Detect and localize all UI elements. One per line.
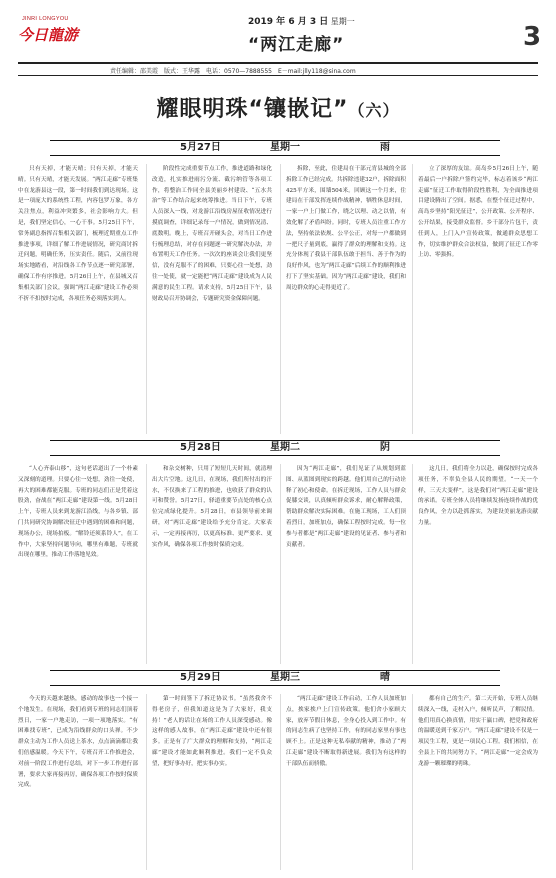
text-column: 只有天掉，才能天晴；只有天掉，才能天晴。只有天晴，才能天发展。“两江走廊”专班集中在龙游县这一段，第一时间我们到达现场。这是一项庞大的系统性工程，内容包罗万象，各方关注焦点，利益冲突繁多，社会影响力大。但是，我们坚定信心，一心干事。5月25日下午，常务副总指挥召集相关部门，梳理近期重点工作推进事项，详细了解工作进展情况，研究商讨拆迁问题，明确任务，压实责任。随后，又前往现场实地踏看，对沿线各工作节点逐一研究部署，确保工作有序推进。5月26日上午，在县城又召集相关部门会议，强调“两江走廊”建设工作必须不折不扣按时完成，各项任务必须落实到人。 (18, 166, 138, 302)
column-divider (280, 694, 281, 870)
date-bar-1 (50, 140, 500, 156)
logo-english: JINRI LONGYOU (22, 16, 69, 22)
column-divider (146, 694, 147, 870)
newspaper-logo (18, 16, 90, 56)
entry-body-2 (18, 464, 538, 664)
column-divider (412, 164, 413, 434)
text-column: 拆除，至此，住建局在干部元宵县城的全部拆除工作已经完成。共拆除违建32户，拆除面积425平方米，围墙504米。回顾这一个月来，住建局在干部发挥连续作战精神，牺牲休息时间，一家一户上门做工作，晓之以理、动之以情，有效化解了矛盾纠纷。同时，专班人员注重工作方法，坚持依法依规、公平公正，对每一户都做到一把尺子量到底，赢得了群众的理解和支持。这充分体现了我县干部队伍敢于担当、善于作为的良好作风，也为“两江走廊”后续工作的顺利推进打下了坚实基础。因为“两江走廊”建设，我们和周边群众的心走得更近了。 (286, 166, 406, 291)
article-headline (0, 92, 556, 123)
issue-date (248, 14, 355, 27)
headline-main: 耀眼明珠“镶嵌记” (156, 97, 349, 122)
text-column: 和杂交树种，只用了短短几天时间，就清理出大片空地。这几日，在现场，我们所付出的汗水，不仅换来了工程的推进，也收获了群众的认可和赞誉。5月27日，驿道重要节点处的核心点位完成绿化提升。5月28日，市县领导前来调研，对“两江走廊”建设给予充分肯定。大家表示，一定再接再厉，以更高标准、更严要求、更实作风，确保各项工作按时保质完成。 (152, 466, 272, 548)
entry-weekday: 星期一 (270, 142, 300, 153)
entry-body-3 (18, 694, 538, 870)
column-divider (146, 464, 147, 664)
column-divider (280, 164, 281, 434)
date-bar-2 (50, 440, 500, 456)
entry-body-1 (18, 164, 538, 434)
text-column: “两江走廊”建设工作启动，工作人员加班加点，挨家挨户上门宣传政策。他们舍小家顾大家，放弃节假日休息，全身心投入到工作中。有的同志生病了也坚持工作，有的同志家里有事也顾不上。正是这种无私奉献的精神，推动了“两江走廊”建设不断取得新进展。我们为有这样的干部队伍而骄傲。 (286, 696, 406, 767)
issue-date-value: 2019 年 6 月 3 日 (248, 17, 329, 27)
header-rule (18, 62, 538, 64)
entry-weekday: 星期三 (270, 672, 300, 683)
text-column: 第一时间签下了拆迁协议书。“虽然我舍不得老房子，但我知道这是为了大家好，我支持！”老人的话让在场的工作人员深受感动。像这样的感人故事，在“两江走廊”建设中还有很多。正是有了广大群众的理解和支持，“两江走廊”建设才能如此顺利推进。我们一定不负众望，把好事办好，把实事办实。 (152, 696, 272, 767)
text-column: 因为“两江走廊”，我们见证了从规划到蓝图、从蓝图到现实的跨越。他们用自己的行动诠释了初心和使命。在拆迁现场，工作人员与群众促膝交谈，认真倾听群众诉求，耐心解释政策，帮助群众解决实际困难。在施工现场，工人们顶着烈日，加班加点，确保工程按时完成。每一位参与者都是“两江走廊”建设的见证者、参与者和贡献者。 (286, 466, 406, 548)
issue-weekday: 星期一 (330, 17, 355, 26)
column-divider (412, 464, 413, 664)
entry-weekday: 星期二 (270, 442, 300, 453)
text-column: 都有自己的生产。第二天开始，专班人员继续深入一线，走村入户，倾听民声，了解民情。他们用真心换真情，用实干赢口碑，把党和政府的温暖送到千家万户。“两江走廊”建设不仅是一项民生工程，更是一项民心工程。我们相信，在全县上下的共同努力下，“两江走廊”一定会成为龙游一颗璀璨的明珠。 (418, 696, 538, 767)
entry-weather: 阴 (380, 442, 390, 453)
credits-rule (18, 75, 538, 76)
entry-date: 5月28日 (180, 442, 221, 453)
column-divider (280, 464, 281, 664)
column-divider (412, 694, 413, 870)
page-number: 3 (522, 22, 542, 52)
entry-weather: 雨 (380, 142, 390, 153)
entry-weather: 晴 (380, 672, 390, 683)
text-column: 这几日，我们将全力以赴，确保按时完成各项任务，不辜负全县人民的期望。“一天一个样，三天大变样”，这是我们对“两江走廊”建设的承诺。专班全体人员将继续发扬连续作战的优良作风，全力以赴抓落实，为建设美丽龙游贡献力量。 (418, 466, 538, 526)
column-title: “两江走廊” (248, 35, 345, 55)
date-bar-3 (50, 670, 500, 686)
text-column: 立了深厚的友谊。高岛乡5月26日上午，随着最后一户拆除户签约完毕，标志着该乡“两江走廊”征迁工作取得阶段性胜利，为全面推进项目建设腾出了空间。据悉，在整个征迁过程中，高岛乡坚持“阳光征迁”，公开政策、公开程序、公开结果，接受群众监督。乡干部分片包干，责任到人，上门入户宣传政策，做通群众思想工作，切实维护群众合法权益，做到了征迁工作零上访、零强拆。 (418, 166, 538, 259)
text-column: “人心齐泰山移”，这句老话道出了一个朴素又深刻的道理。只要心往一处想，劲往一处使，再大的困难都能克服。专班的同志们正是凭着这股劲，奋战在“两江走廊”建设第一线。5月28日上午，专班人员来到龙游江沿线，与各乡镇、部门共同研究协调解决征迁中遇到的困难和问题，现场办公，现场拍板。“解铃还须系铃人”，在工作中，大家坚持问题导向，哪里有难题，专班就出现在哪里，推动工作落地见效。 (18, 466, 138, 559)
headline-part: （六） (348, 101, 400, 120)
entry-date: 5月27日 (180, 142, 221, 153)
editor-credits: 责任编辑：邵美霞 版式：王华露 电话：0570—7888555 E－mail:jlly118@sina.com (110, 68, 356, 75)
column-divider (146, 164, 147, 434)
text-column: 阶段性完成重要节点工作，推进道路和绿化改造，扎实推进雨污分流、截污纳管等各项工作，将整治工作同全县美丽乡村建设、“五水共治”等工作结合起来统筹推进。当日下午，专班人员深入一线，对龙游江沿线房屋征收情况进行摸底调查，详细记录每一户情况，做到情况清、底数明。晚上，专班召开碰头会，对当日工作进行梳理总结，对存在问题逐一研究解决办法，并布置明天工作任务。一次次的座谈会让我们更坚信，没有克服不了的困难，只要心往一处想，劲往一处使，就一定能把“两江走廊”建设成为人民满意的民生工程。请求支持，5月25日下午，县财政局召开协调会，专题研究资金保障问题。 (152, 166, 272, 302)
entry-date: 5月29日 (180, 672, 221, 683)
masthead (18, 10, 542, 64)
text-column: 今天的天越来越热，感动的故事也一个接一个地发生。在现场，我们看到专班的同志们顶着烈日，一家一户地走访，一项一项地落实。“有困难找专班”，已成为沿线群众的口头禅。不少群众主动为工作人员送上茶水，点点滴滴都让我们倍感温暖。今天下午，专班召开工作推进会，对前一阶段工作进行总结，对下一步工作进行部署，要求大家再接再厉，确保各项工作按时保质完成。 (18, 696, 138, 789)
logo-chinese: 今日龍游 (18, 26, 79, 44)
